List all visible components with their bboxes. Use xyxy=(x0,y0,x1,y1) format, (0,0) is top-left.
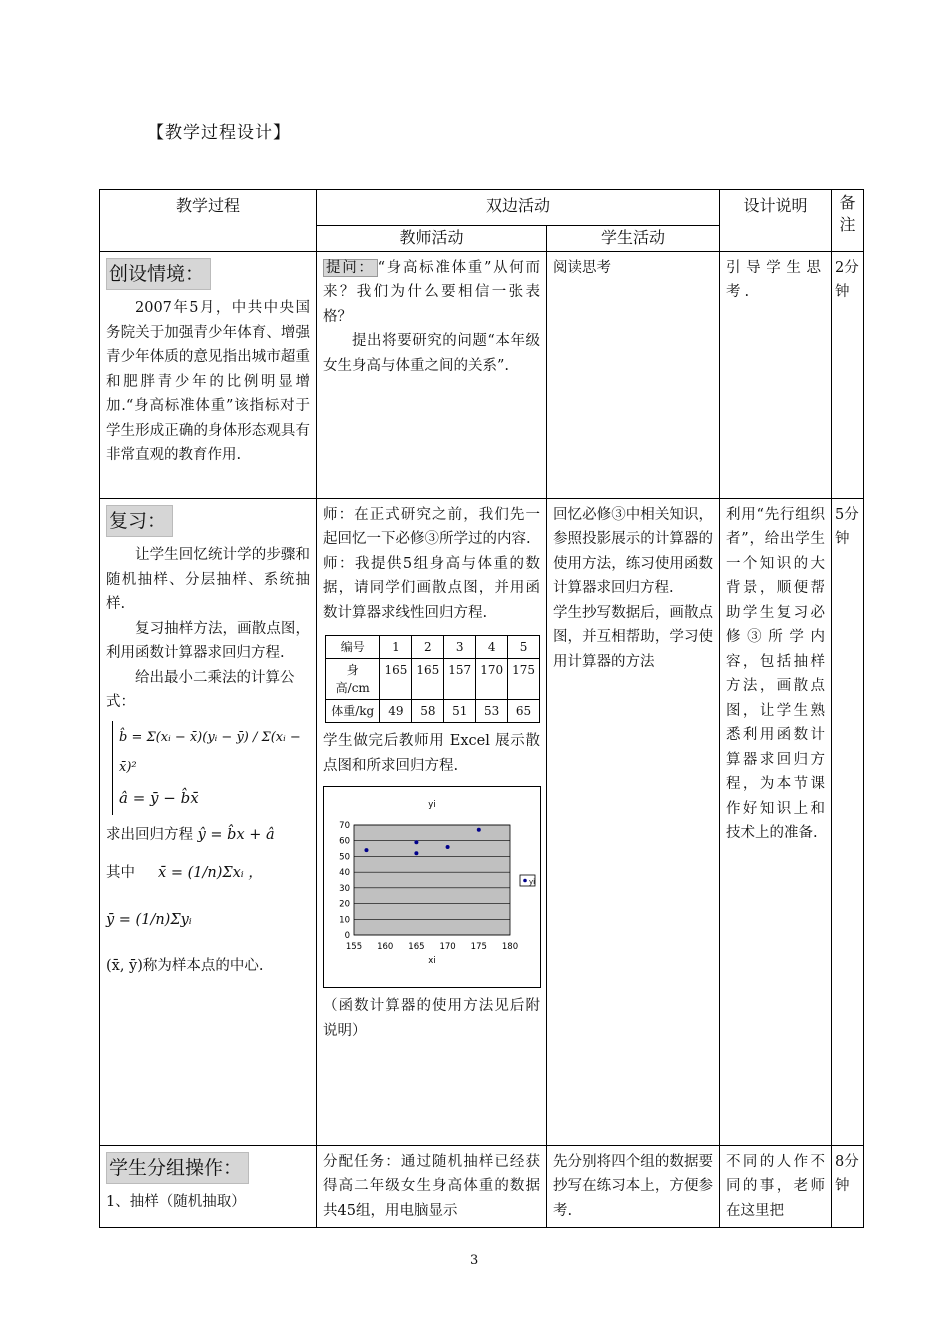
x-tick-label: 155 xyxy=(345,942,363,952)
center-text: (x̄, ȳ)称为样本点的中心. xyxy=(106,958,264,974)
table-cell: 51 xyxy=(444,700,476,723)
page-number: 3 xyxy=(470,1253,479,1268)
student-text: 阅读思考 xyxy=(547,251,720,498)
table-cell: 1 xyxy=(380,636,412,659)
review-text-1: 让学生回忆统计学的步骤和随机抽样、分层抽样、系统抽样. xyxy=(106,547,310,612)
teacher-text-3: 学生做完后教师用 Excel 展示散点图和所求回归方程. xyxy=(323,733,540,774)
y-tick-label: 60 xyxy=(339,836,350,847)
header-design: 设计说明 xyxy=(720,190,832,252)
section-title: 复习： xyxy=(106,505,173,538)
table-cell: 53 xyxy=(476,700,508,723)
data-point xyxy=(477,828,481,832)
review-text-3: 给出最小二乘法的计算公式： xyxy=(106,669,295,710)
formula-b: b̂ = Σ(xᵢ − x̄)(yᵢ − ȳ) / Σ(xᵢ − x̄)² xyxy=(119,729,301,775)
table-cell: 3 xyxy=(444,636,476,659)
table-cell: 编号 xyxy=(326,636,380,659)
y-tick-label: 10 xyxy=(339,915,350,926)
table-cell: 157 xyxy=(444,659,476,700)
teacher-text-4: （函数计算器的使用方法见后附说明） xyxy=(323,998,540,1039)
x-tick-label: 160 xyxy=(377,942,394,952)
table-row xyxy=(100,1145,864,1228)
data-point xyxy=(364,848,368,852)
scatter-svg xyxy=(324,787,540,987)
x-axis-label: xi xyxy=(428,956,436,966)
table-row xyxy=(100,498,864,1145)
teacher-text: 提出将要研究的问题“本年级女生身高与体重之间的关系”. xyxy=(323,333,540,374)
y-tick-label: 70 xyxy=(339,821,350,831)
y-tick-label: 30 xyxy=(339,883,350,894)
table-cell: 体重/kg xyxy=(326,700,380,723)
legend-label: yi xyxy=(529,878,536,886)
formula-block xyxy=(112,721,310,815)
regression-line: 求出回归方程 ŷ = b̂x + â xyxy=(106,826,275,843)
formula-a: â = ȳ − b̂x̄ xyxy=(119,788,199,807)
chart-title: yi xyxy=(428,800,436,810)
design-text: 利用“先行组织者”，给出学生一个知识的大背景，顺便帮助学生复习必修③所学内容，包括抽样方法，画散点图，让学生熟悉利用函数计算器求回归方程，为本节课作好知识上和技术上的准备. xyxy=(720,498,832,1145)
legend-marker xyxy=(523,879,527,883)
student-text: 先分别将四个组的数据要抄写在练习本上，方便参考. xyxy=(547,1145,720,1228)
table-cell: 175 xyxy=(508,659,540,700)
table-cell: 49 xyxy=(380,700,412,723)
lesson-table xyxy=(99,189,864,1228)
x-tick-label: 175 xyxy=(470,942,487,952)
design-text: 不同的人作不同的事，老师在这里把 xyxy=(720,1145,832,1228)
data-point xyxy=(414,851,418,855)
note-text: 8分钟 xyxy=(832,1145,864,1228)
section-title: 创设情境： xyxy=(106,258,211,291)
height-weight-table xyxy=(325,635,540,723)
y-tick-label: 20 xyxy=(339,899,350,910)
plot-area xyxy=(354,825,510,935)
x-tick-label: 180 xyxy=(501,942,519,952)
table-cell: 5 xyxy=(508,636,540,659)
y-tick-label: 50 xyxy=(339,852,350,863)
table-cell: 4 xyxy=(476,636,508,659)
section-title: 学生分组操作： xyxy=(106,1152,249,1185)
header-teacher: 教师活动 xyxy=(317,226,547,252)
table-cell: 165 xyxy=(412,659,444,700)
table-cell: 身高/cm xyxy=(326,659,380,700)
header-process: 教学过程 xyxy=(100,190,317,252)
section-heading: 【教学过程设计】 xyxy=(147,123,291,143)
data-point xyxy=(446,845,450,849)
note-text: 5分钟 xyxy=(832,498,864,1145)
x-tick-label: 170 xyxy=(439,942,456,952)
y-tick-label: 0 xyxy=(344,931,350,941)
teacher-text-2: 师：我提供5组身高与体重的数据，请同学们画散点图，并用函数计算器求线性回归方程. xyxy=(323,555,540,621)
table-row xyxy=(100,251,864,498)
student-text-2: 学生抄写数据后，画散点图，并互相帮助，学习使用计算器的方法 xyxy=(553,604,714,670)
teacher-text: 分配任务：通过随机抽样已经获得高二年级女生身高体重的数据共45组，用电脑显示 xyxy=(317,1145,547,1228)
table-cell: 58 xyxy=(412,700,444,723)
table-cell: 165 xyxy=(380,659,412,700)
sampling-text: 1、抽样（随机抽取） xyxy=(106,1194,246,1210)
header-bilateral: 双边活动 xyxy=(317,190,720,226)
student-text-1: 回忆必修③中相关知识，参照投影展示的计算器的使用方法，练习使用函数计算器求回归方程. xyxy=(553,506,714,596)
intro-text: 2007年5月，中共中央国务院关于加强青少年体育、增强青少年体质的意见指出城市超重和肥胖青少年的比例明显增加.“身高标准体重”该指标对于学生形成正确的身体形态观具有非常直观的教育作用. xyxy=(106,300,310,463)
mean-x-line: 其中 x̄ = (1/n)Σxᵢ ， xyxy=(106,865,263,881)
note-text: 2分钟 xyxy=(832,251,864,498)
teacher-text-1: 师：在正式研究之前，我们先一起回忆一下必修③所学过的内容. xyxy=(323,506,540,547)
scatter-chart xyxy=(323,786,541,988)
table-cell: 65 xyxy=(508,700,540,723)
x-tick-label: 165 xyxy=(408,942,425,952)
header-student: 学生活动 xyxy=(547,226,720,252)
table-cell: 170 xyxy=(476,659,508,700)
teacher-question: 提问： “身高标准体重”从何而来？我们为什么要相信一张表格？ xyxy=(323,259,541,325)
header-note: 备注 xyxy=(832,190,864,252)
data-point xyxy=(414,840,418,844)
review-text-2: 复习抽样方法，画散点图，利用函数计算器求回归方程. xyxy=(106,620,310,661)
design-text: 引导学生思考. xyxy=(720,251,832,498)
y-tick-label: 40 xyxy=(339,868,350,879)
mean-y-line: ȳ = (1/n)Σyᵢ xyxy=(106,911,192,928)
table-cell: 2 xyxy=(412,636,444,659)
